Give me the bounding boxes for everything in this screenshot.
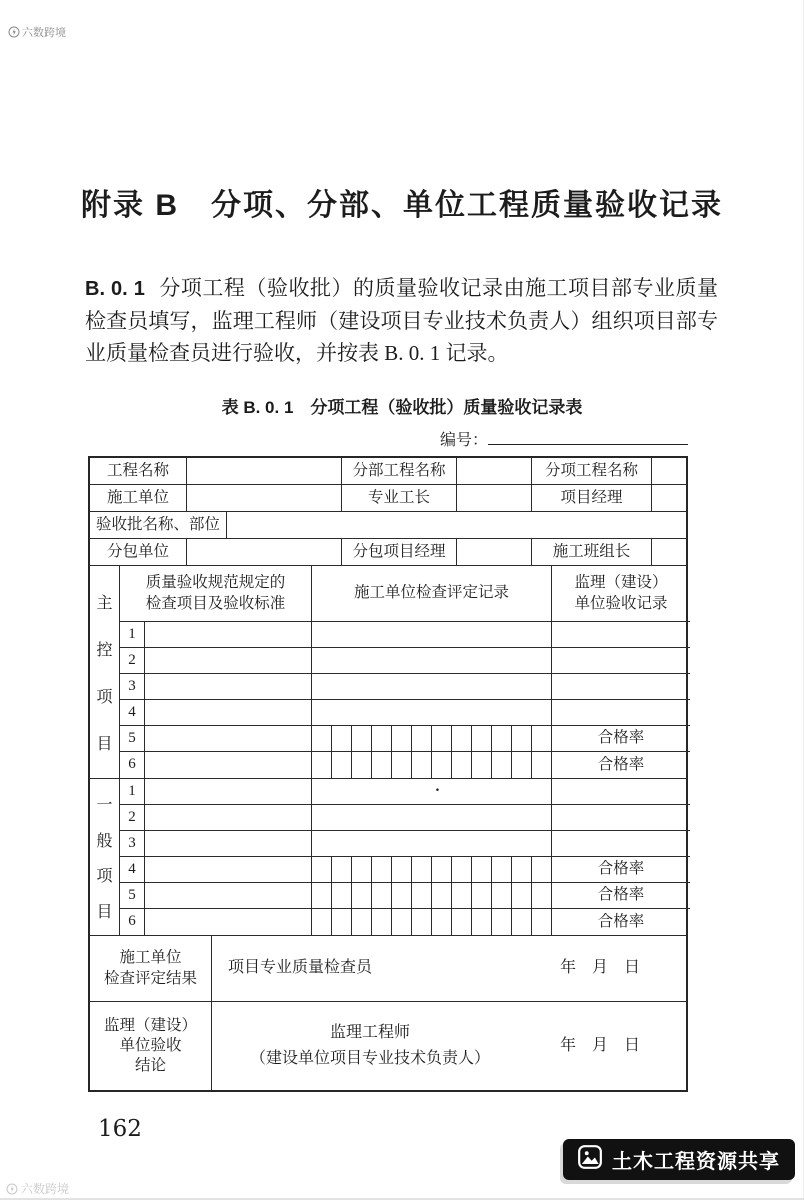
row-number: 3 xyxy=(120,831,145,856)
record-cell xyxy=(312,674,552,699)
watermark-text: 六数跨境 xyxy=(21,1182,70,1196)
item-cell xyxy=(145,752,312,778)
item-cell xyxy=(145,805,312,830)
number-label: 编号： xyxy=(439,432,488,449)
row-number: 5 xyxy=(120,883,145,908)
record-cell xyxy=(312,622,552,647)
batch-name-label: 验收批名称、部位 xyxy=(90,512,227,538)
construction-evaluation-row xyxy=(90,936,686,1002)
division-work-value xyxy=(457,458,532,484)
construction-evaluation-content xyxy=(212,936,686,1001)
row-number: 6 xyxy=(120,752,145,778)
general-items-vertical-label xyxy=(90,779,120,935)
record-cell: · xyxy=(312,779,552,804)
vlabel-char: 目 xyxy=(96,904,113,922)
supervision-cell xyxy=(552,779,690,804)
vlabel-char: 项 xyxy=(96,689,113,706)
supervisor-signature-block xyxy=(250,1020,490,1072)
row-number: 1 xyxy=(120,779,145,804)
table-row xyxy=(120,805,690,831)
construction-unit-label: 施工单位 xyxy=(90,485,187,511)
watermark-top-left xyxy=(8,24,66,40)
info-row-project xyxy=(90,458,686,485)
general-items-rows xyxy=(120,779,690,935)
row-number: 2 xyxy=(120,648,145,673)
table-row xyxy=(120,622,690,648)
supervision-conclusion-content xyxy=(212,1002,686,1090)
row-number: 2 xyxy=(120,805,145,830)
supervision-cell xyxy=(552,648,690,673)
row-number: 1 xyxy=(120,622,145,647)
record-header: 施工单位检查评定记录 xyxy=(312,566,552,621)
general-items-block xyxy=(90,779,686,936)
supervision-cell xyxy=(552,700,690,725)
subcontractor-value xyxy=(187,539,342,565)
item-cell xyxy=(145,648,312,673)
quality-inspector-label: 项目专业质量检查员 xyxy=(228,959,373,977)
item-cell xyxy=(145,831,312,856)
vlabel-char: 目 xyxy=(96,736,113,753)
supervisor-label: 监理工程师 xyxy=(330,1024,411,1041)
pass-rate-label: 合格率 xyxy=(597,886,645,904)
record-grid-cell xyxy=(312,752,552,778)
record-cell xyxy=(312,831,552,856)
record-grid-cell xyxy=(312,857,552,882)
project-name-value xyxy=(187,458,342,484)
foreman-value xyxy=(457,485,532,511)
supervision-header: 监理（建设） 单位验收记录 xyxy=(574,574,668,612)
construction-evaluation-label: 施工单位 检查评定结果 xyxy=(90,936,212,1001)
clause-number: B. 0. 1 xyxy=(85,278,145,300)
row-number: 5 xyxy=(120,726,145,751)
record-cell xyxy=(312,700,552,725)
row-number: 3 xyxy=(120,674,145,699)
info-row-subcontractor xyxy=(90,539,686,566)
item-cell xyxy=(145,779,312,804)
inspection-item-header: 质量验收规范规定的 检查项目及验收标准 xyxy=(120,566,312,621)
share-banner xyxy=(563,1139,795,1180)
acceptance-record-table xyxy=(88,456,688,1092)
table-row xyxy=(120,648,690,674)
supervision-cell xyxy=(552,831,690,856)
supervision-cell xyxy=(552,622,690,647)
vlabel-char: 一 xyxy=(96,796,113,814)
main-control-block xyxy=(90,566,686,779)
supervision-conclusion-row xyxy=(90,1002,686,1090)
pass-rate-label: 合格率 xyxy=(597,912,645,930)
watermark-logo-icon xyxy=(8,26,20,38)
row-number: 6 xyxy=(120,909,145,935)
project-manager-value xyxy=(652,485,690,511)
item-cell xyxy=(145,909,312,935)
subdivision-work-value xyxy=(652,458,690,484)
page-number: 162 xyxy=(98,1116,142,1142)
record-grid-cell xyxy=(312,909,552,935)
supervision-conclusion-label: 监理（建设） 单位验收 结论 xyxy=(90,1002,212,1090)
table-row xyxy=(120,674,690,700)
watermark-logo-icon xyxy=(6,1183,18,1195)
watermark-bottom-left xyxy=(6,1180,69,1197)
pass-rate-label: 合格率 xyxy=(597,860,645,878)
technical-leader-label: （建设单位项目专业技术负责人） xyxy=(250,1050,491,1067)
row-number: 4 xyxy=(120,857,145,882)
subcontract-manager-value xyxy=(457,539,532,565)
clause-text: 分项工程（验收批）的质量验收记录由施工项目部专业质量检查员填写，监理工程师（建设项目专业技术负责人）组织项目部专业质量检查员进行验收，并按表 B. 0. 1 记录。 xyxy=(85,276,718,365)
subdivision-work-label: 分项工程名称 xyxy=(532,458,652,484)
vlabel-char: 主 xyxy=(96,595,113,612)
project-name-label: 工程名称 xyxy=(90,458,187,484)
main-control-vertical-label xyxy=(90,566,120,778)
table-row xyxy=(120,700,690,726)
info-row-batch xyxy=(90,512,686,539)
number-blank-line xyxy=(488,431,688,445)
item-cell xyxy=(145,857,312,882)
table-row xyxy=(120,909,690,935)
record-cell xyxy=(312,805,552,830)
item-cell xyxy=(145,674,312,699)
appendix-title: 附录 B 分项、分部、单位工程质量验收记录 xyxy=(81,189,723,222)
project-manager-label: 项目经理 xyxy=(532,485,652,511)
row-number: 4 xyxy=(120,700,145,725)
batch-name-value xyxy=(227,512,686,538)
table-row xyxy=(120,726,690,752)
vlabel-char: 控 xyxy=(96,642,113,659)
table-row xyxy=(120,831,690,857)
banner-text: 土木工程资源共享 xyxy=(612,1151,780,1173)
date-placeholder: 年 月 日 xyxy=(559,959,640,977)
pass-rate-label: 合格率 xyxy=(597,729,645,747)
info-row-contractor xyxy=(90,485,686,512)
record-grid-cell xyxy=(312,883,552,908)
subcontract-manager-label: 分包项目经理 xyxy=(342,539,457,565)
item-cell xyxy=(145,700,312,725)
clause-paragraph xyxy=(85,272,718,369)
pass-rate-label: 合格率 xyxy=(597,755,645,773)
subcontractor-label: 分包单位 xyxy=(90,539,187,565)
record-grid-cell xyxy=(312,726,552,751)
table-caption: 表 B. 0. 1 分项工程（验收批）质量验收记录表 xyxy=(221,398,583,417)
table-row xyxy=(120,857,690,883)
record-cell xyxy=(312,648,552,673)
crew-leader-value xyxy=(652,539,690,565)
main-header-row xyxy=(120,566,690,622)
number-line xyxy=(88,427,688,450)
watermark-text: 六数跨境 xyxy=(22,27,66,39)
table-row xyxy=(120,883,690,909)
picture-icon xyxy=(577,1144,603,1175)
item-cell xyxy=(145,883,312,908)
supervision-cell xyxy=(552,674,690,699)
date-placeholder: 年 月 日 xyxy=(559,1036,640,1054)
division-work-label: 分部工程名称 xyxy=(342,458,457,484)
vlabel-char: 项 xyxy=(96,868,113,886)
item-cell xyxy=(145,726,312,751)
crew-leader-label: 施工班组长 xyxy=(532,539,652,565)
main-control-rows xyxy=(120,566,690,778)
item-cell xyxy=(145,622,312,647)
table-row xyxy=(120,779,690,805)
vlabel-char: 般 xyxy=(96,832,113,850)
construction-unit-value xyxy=(187,485,342,511)
table-row xyxy=(120,752,690,778)
foreman-label: 专业工长 xyxy=(342,485,457,511)
supervision-cell xyxy=(552,805,690,830)
